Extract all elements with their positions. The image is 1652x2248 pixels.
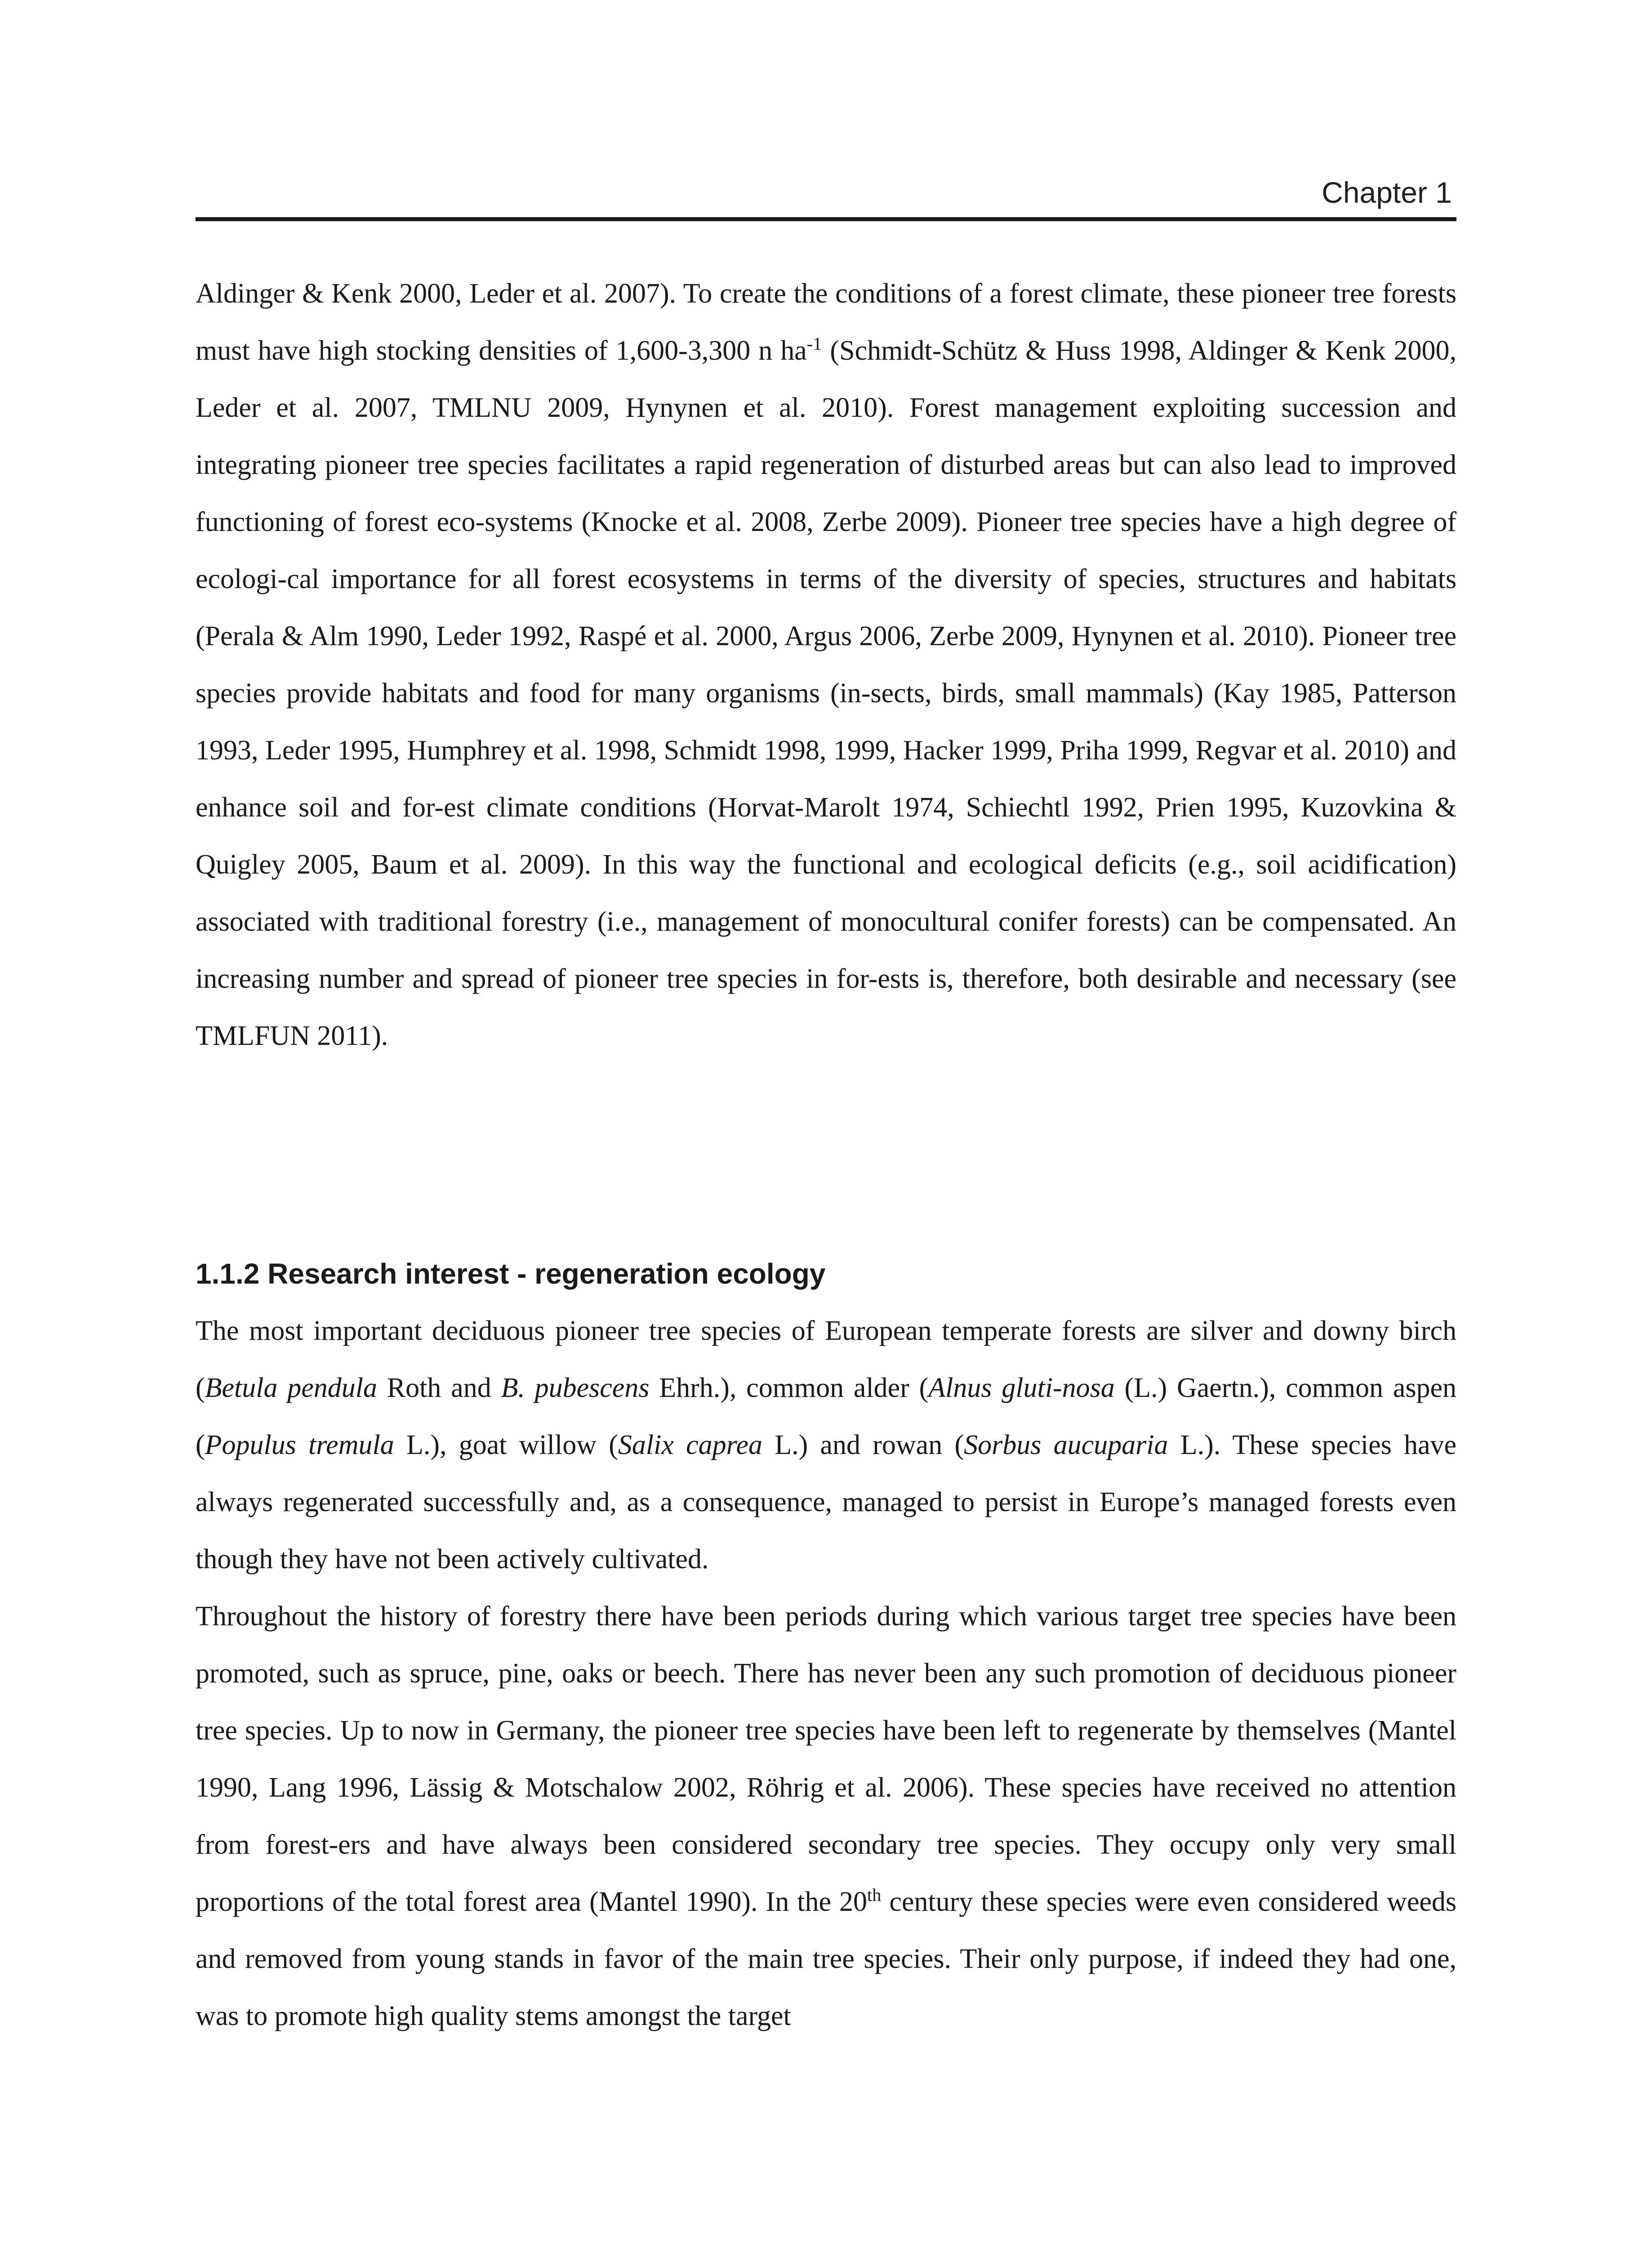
paragraph-text: (L.) Gaertn.), common aspen ( xyxy=(196,1373,1456,1460)
paragraph-text: L.) and rowan ( xyxy=(762,1430,964,1460)
section-heading: 1.1.2 Research interest - regeneration ecology xyxy=(196,1258,826,1290)
paragraph-text: Throughout the history of forestry there have been periods during which various target tree species have been promoted, such as spruce, pine, oaks or beech. There has never been any such promotion of deciduous pioneer tree species. Up to now in Germany, the pioneer tree species have been left to regenerate by themselves (Mantel 1990, Lang 1996, Lässig & Motschalow 2002, Röhrig et al. 2006). These species have received no attention from forest-ers and have always been considered secondary tree species. They occupy only very small proportions of the total forest area (Mantel 1990). In the 20 xyxy=(196,1601,1456,1917)
species-name: Betula pendula xyxy=(205,1373,378,1403)
species-name: Alnus gluti-nosa xyxy=(928,1373,1115,1403)
paragraph-text: The most important deciduous pioneer tree species of European temperate forests are silver and downy birch ( xyxy=(196,1316,1456,1403)
running-header: Chapter 1 xyxy=(1322,176,1452,209)
paragraph-text: century these species were even considered weeds and removed from young stands in favor of the main tree species. Their only purpose, if indeed they had one, was to promote high quality stems amongst the target xyxy=(196,1887,1457,2031)
paragraph-history xyxy=(196,1588,1456,2045)
paragraph-text: L.). These species have always regenerated successfully and, as a consequence, managed to persist in Europe’s managed forests even though they have not been actively cultivated. xyxy=(196,1430,1457,1574)
paragraph-text: Aldinger & Kenk 2000, Leder et al. 2007). To create the conditions of a forest climate, these pioneer tree forests must have high stocking densities of 1,600-3,300 n ha xyxy=(196,278,1456,366)
paragraph-pioneer-forests xyxy=(196,265,1456,1065)
paragraph-text: Roth and xyxy=(377,1373,501,1403)
header-rule xyxy=(196,217,1456,221)
superscript: th xyxy=(867,1884,882,1905)
paragraph-text: L.), goat willow ( xyxy=(394,1430,618,1460)
paragraph-text: Ehrh.), common alder ( xyxy=(649,1373,929,1403)
paragraph-species xyxy=(196,1302,1456,1588)
paragraph-text: (Schmidt-Schütz & Huss 1998, Aldinger & Kenk 2000, Leder et al. 2007, TMLNU 2009, Hynynen et al. 2010). Forest management exploiting succession and integrating pioneer tree species facilitates a rapid regeneration of disturbed areas but can also lead to improved functioning of forest eco-systems (Knocke et al. 2008, Zerbe 2009). Pioneer tree species have a high degree of ecologi-cal importance for all forest ecosystems in terms of the diversity of species, structures and habitats (Perala & Alm 1990, Leder 1992, Raspé et al. 2000, Argus 2006, Zerbe 2009, Hynynen et al. 2010). Pioneer tree species provide habitats and food for many organisms (in-sects, birds, small mammals) (Kay 1985, Patterson 1993, Leder 1995, Humphrey et al. 1998, Schmidt 1998, 1999, Hacker 1999, Priha 1999, Regvar et al. 2010) and enhance soil and for-est climate conditions (Horvat-Marolt 1974, Schiechtl 1992, Prien 1995, Kuzovkina & Quigley 2005, Baum et al. 2009). In this way the functional and ecological deficits (e.g., soil acidification) associated with traditional forestry (i.e., management of monocultural conifer forests) can be compensated. An increasing number and spread of pioneer tree species in for-ests is, therefore, both desirable and necessary (see TMLFUN 2011). xyxy=(196,335,1456,1051)
species-name: Populus tremula xyxy=(205,1430,394,1460)
superscript: -1 xyxy=(806,333,822,354)
body-block-2 xyxy=(196,1245,1456,2045)
body-block-1 xyxy=(196,265,1456,1065)
species-name: Salix caprea xyxy=(618,1430,762,1460)
species-name: Sorbus aucuparia xyxy=(964,1430,1168,1460)
species-name: B. pubescens xyxy=(501,1373,650,1403)
